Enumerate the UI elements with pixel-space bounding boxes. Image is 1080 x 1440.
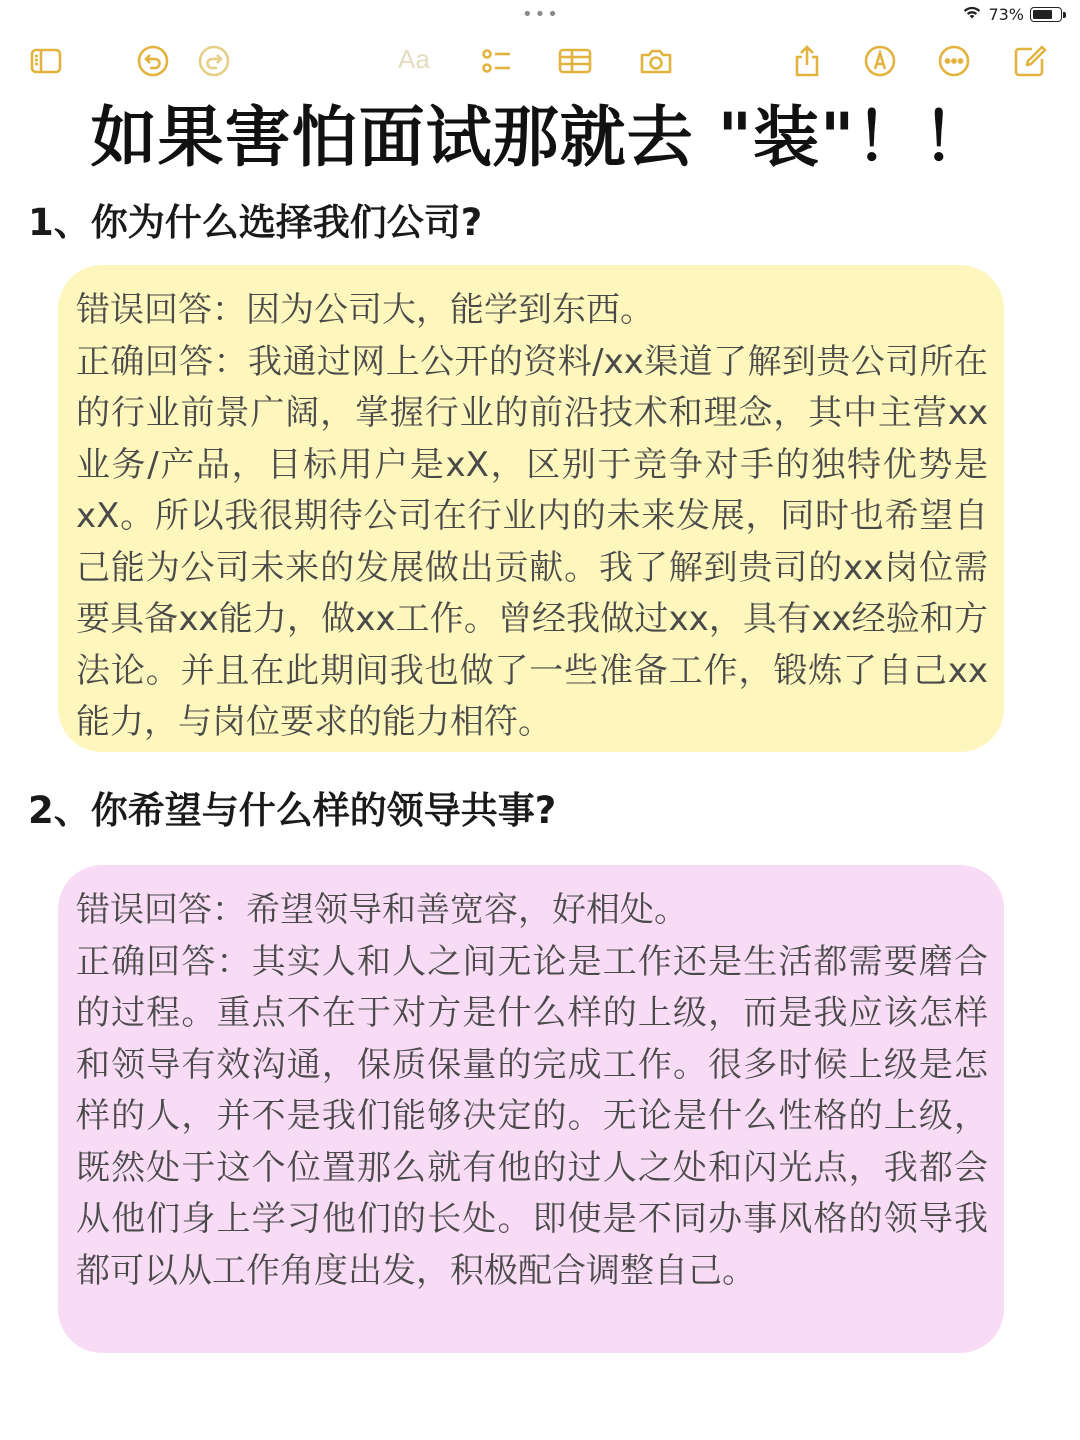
wifi-icon [962,4,982,24]
sidebar-icon[interactable] [26,38,66,84]
correct-answer-1: 正确回答：我通过网上公开的资料/xx渠道了解到贵公司所在的行业前景广阔，掌握行业的前沿技术和理念，其中主营xx业务/产品，目标用户是xX，区别于竞争对手的独特优势是xX。所以我很期待公司在行业内的未来发展，同时也希望自己能为公司未来的发展做出贡献。我了解到贵司的xx岗位需要具备xx能力，做xx工作。曾经我做过xx，具有xx经验和方法论。并且在此期间我也做了一些准备工作，锻炼了自己xx能力，与岗位要求的能力相符。 [76,341,988,742]
camera-icon[interactable] [636,38,676,84]
undo-icon[interactable] [133,38,173,84]
multitasking-dots[interactable]: ••• [522,4,560,25]
status-bar [0,0,1080,30]
status-indicators [962,4,1062,24]
correct-answer-2: 正确回答：其实人和人之间无论是工作还是生活都需要磨合的过程。重点不在于对方是什么样的上级，而是我应该怎样和领导有效沟通，保质保量的完成工作。很多时候上级是怎样的人，并不是我们能够决定的。无论是什么性格的上级，既然处于这个位置那么就有他的过人之处和闪光点，我都会从他们身上学习他们的长处。即使是不同办事风格的领导我都可以从工作角度出发，积极配合调整自己。 [76,941,988,1291]
wrong-answer-1: 错误回答：因为公司大，能学到东西。 [76,290,654,330]
battery-level [1033,10,1052,19]
question-2: 2、你希望与什么样的领导共事? [28,789,557,832]
more-icon[interactable] [934,38,974,84]
share-icon[interactable] [787,38,827,84]
notes-toolbar [0,38,1080,84]
note-title: 如果害怕面试那就去 "装"！！ [90,99,990,176]
answer-card-1 [58,265,1004,752]
table-icon[interactable] [555,38,595,84]
battery-icon [1030,7,1062,22]
checklist-icon[interactable] [476,38,516,84]
text-format-icon[interactable]: Aa [398,44,430,74]
compose-icon[interactable] [1010,38,1050,84]
redo-icon[interactable] [194,38,234,84]
question-1: 1、你为什么选择我们公司? [28,201,483,244]
markup-icon[interactable] [860,38,900,84]
battery-percent: 73% [988,4,1024,24]
answer-card-2 [58,865,1004,1353]
wrong-answer-2: 错误回答：希望领导和善宽容，好相处。 [76,890,688,930]
